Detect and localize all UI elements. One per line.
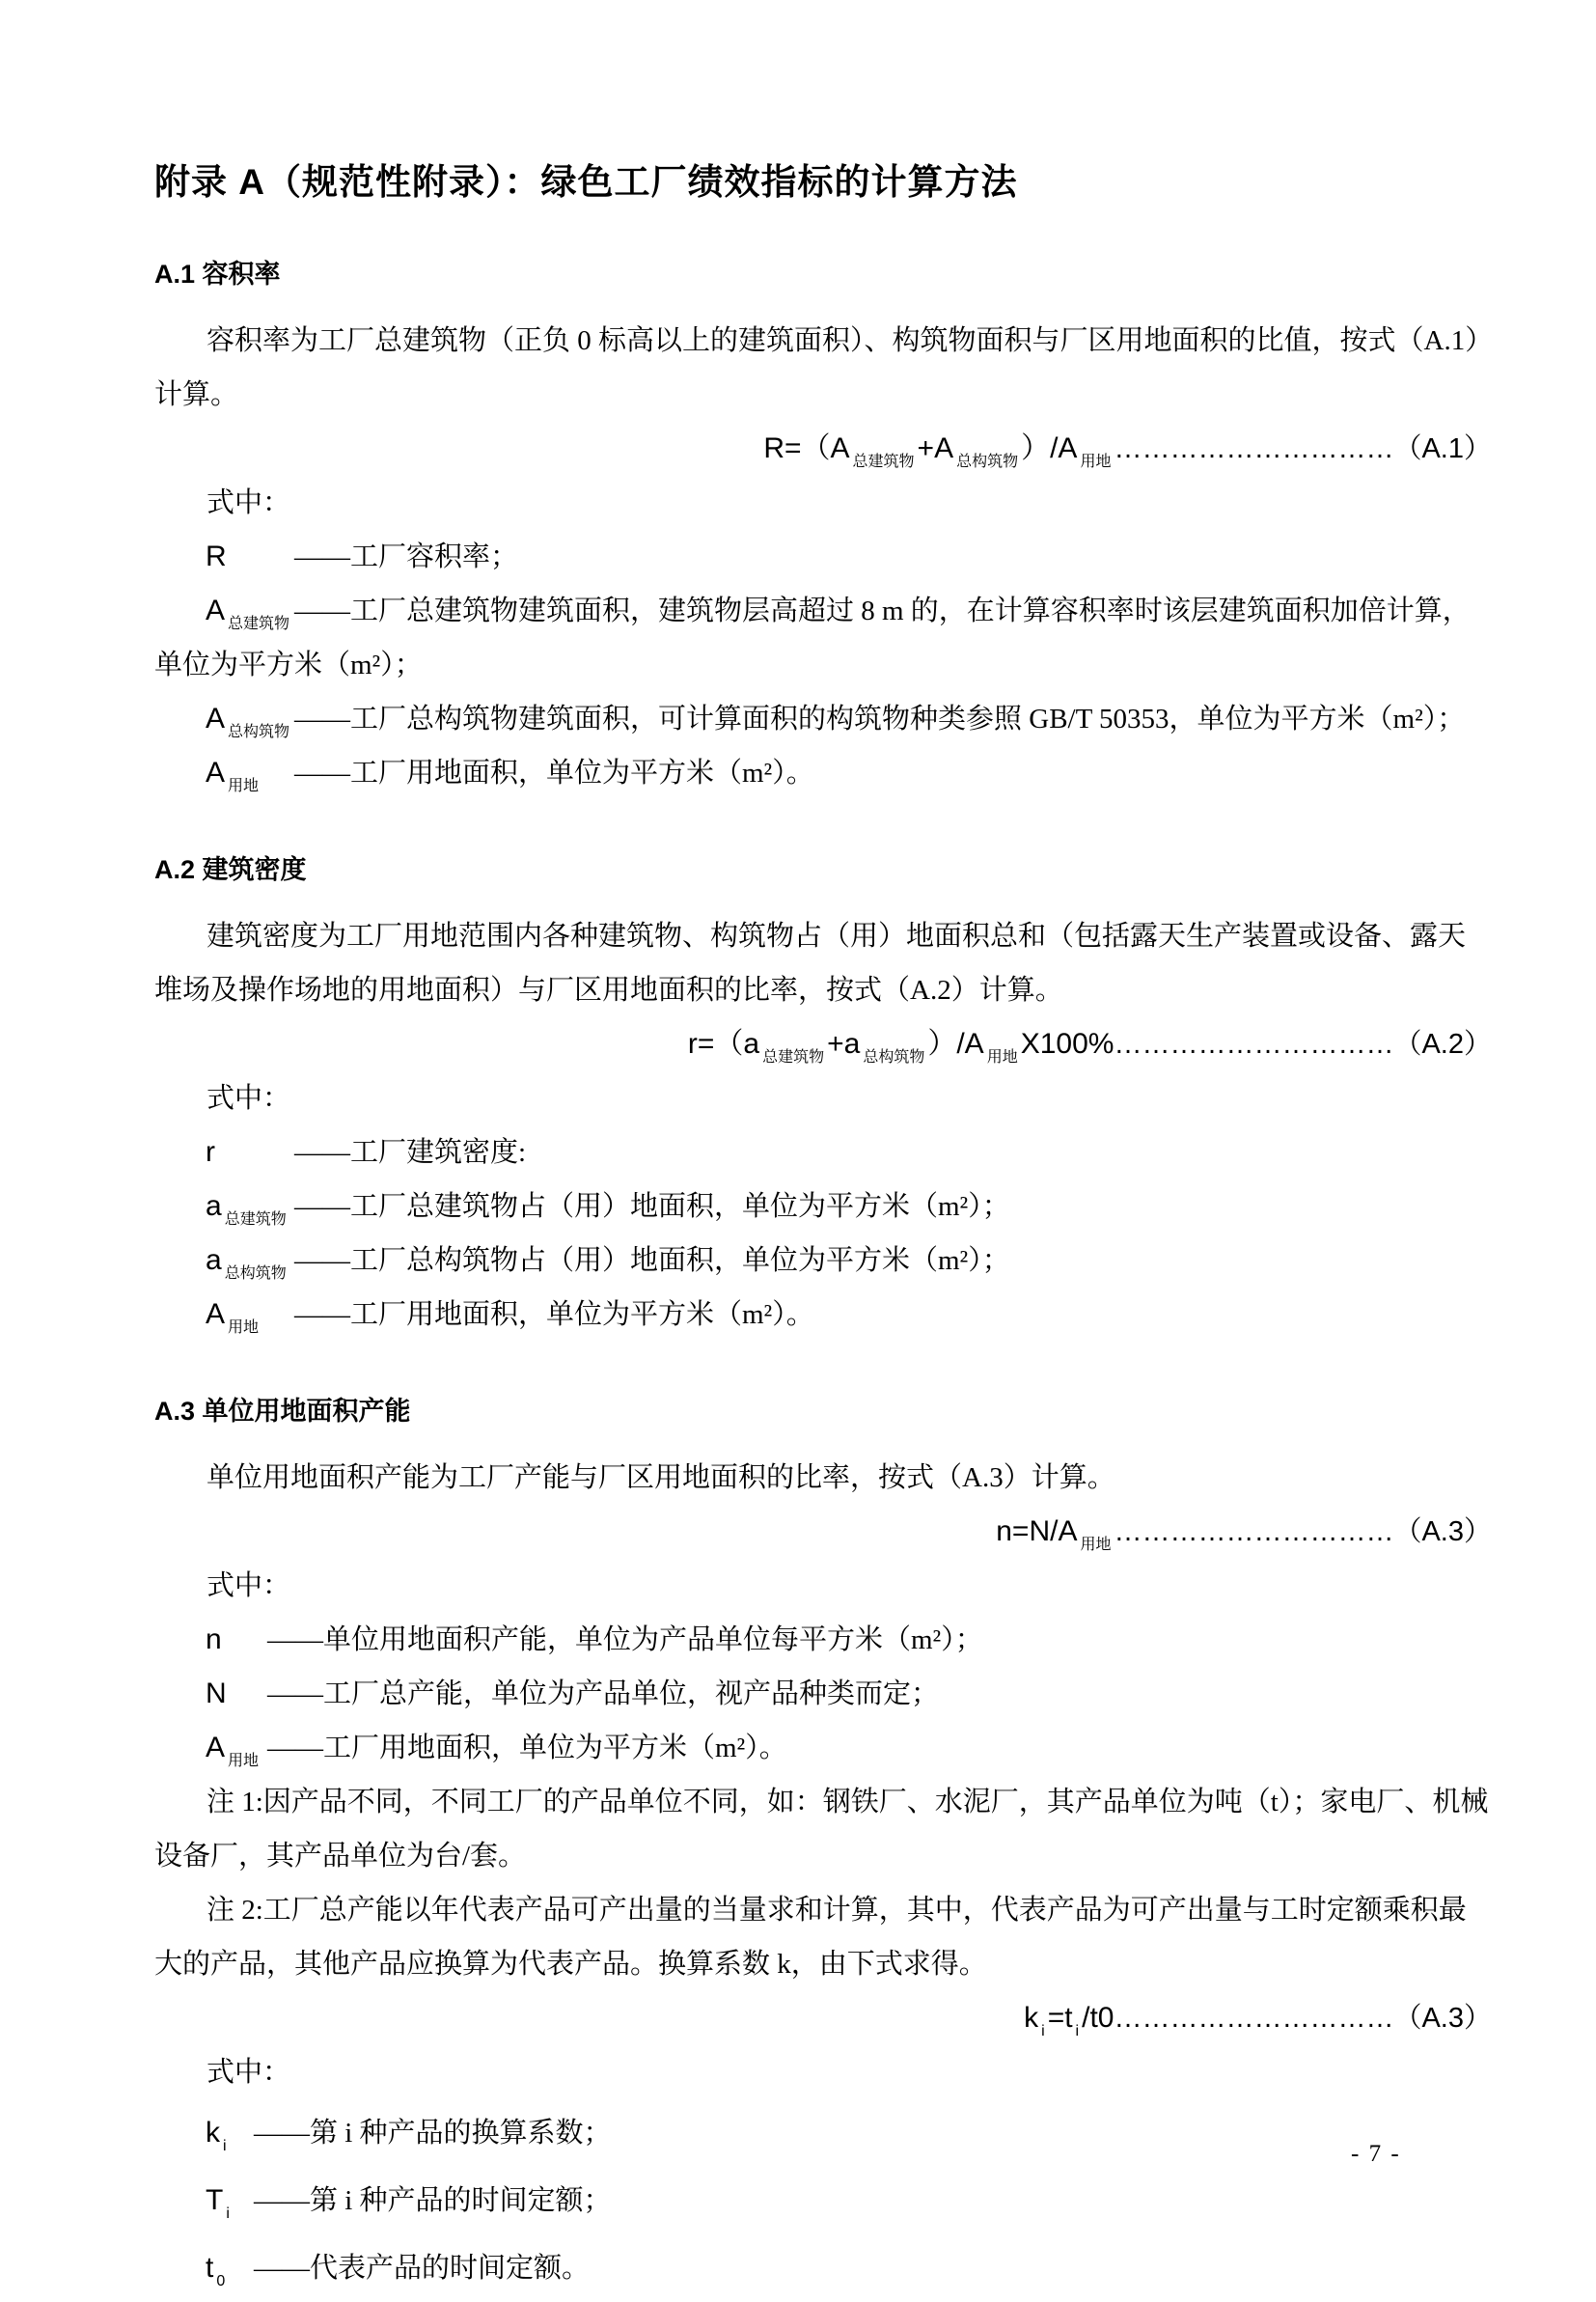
formula-part: k (1024, 2002, 1039, 2034)
definition-dash: —— (294, 596, 350, 626)
formula-ref: （A.1） (1393, 433, 1492, 464)
formula-subscript: 总构筑物 (863, 1049, 925, 1066)
section-a2 (154, 848, 1492, 1342)
definition-text: 工厂用地面积，单位为平方米（m²）。 (350, 1299, 814, 1330)
definition-symbol: N (206, 1678, 227, 1709)
definition-symbol-sub: i (223, 2138, 227, 2154)
definition-symbol-sub: 用地 (228, 778, 260, 794)
definition-dash: —— (294, 758, 350, 789)
definition-text: 工厂总构筑物建筑面积，可计算面积的构筑物种类参照 GB/T 50353，单位为平方米（m²）； (350, 704, 1466, 735)
definition-symbol-sub: i (226, 2205, 230, 2222)
definition-symbol: A (206, 1298, 226, 1330)
definition-row (154, 2234, 1492, 2302)
definition-symbol: t (206, 2252, 214, 2284)
page-number: - 7 - (1351, 2141, 1401, 2167)
definition-symbol: n (206, 1623, 222, 1655)
definition-symbol: k (206, 2117, 220, 2149)
section-a1 (154, 253, 1492, 800)
definition-text: 工厂总产能，单位为产品单位，视产品种类而定； (323, 1678, 940, 1709)
formula-subscript: 用地 (1080, 454, 1112, 470)
definition-list (154, 2099, 1492, 2302)
formula-ref: （A.2） (1393, 1029, 1492, 1060)
definition-text: 工厂容积率； (350, 541, 519, 572)
definition-row (154, 530, 1492, 584)
formula-dots: ………………………… (1114, 433, 1394, 464)
formula-part: ）/A (927, 1028, 984, 1060)
formula-part: +A (917, 432, 954, 464)
definition-dash: —— (294, 1137, 350, 1168)
note-1: 注 1:因产品不同，不同工厂的产品单位不同，如：钢铁厂、水泥厂，其产品单位为吨（t）；家电厂、机械设备厂，其产品单位为台/套。 (154, 1787, 1489, 1872)
formula-part: R=（A (763, 432, 850, 464)
definition-row (154, 692, 1492, 746)
section-name: 容积率 (202, 260, 281, 289)
definition-row (154, 2099, 1492, 2167)
definition-symbol: r (206, 1136, 215, 1168)
definition-row (154, 1234, 1492, 1288)
definition-text: 第 i 种产品的换算系数； (310, 2118, 612, 2149)
definition-row (154, 1288, 1492, 1342)
definition-symbol-sub: 用地 (228, 1753, 260, 1769)
definition-row (154, 584, 1492, 692)
definition-text: 单位用地面积产能，单位为产品单位每平方米（m²）； (323, 1624, 983, 1655)
formula-a2 (154, 1017, 1492, 1071)
formula-part: +a (827, 1028, 861, 1060)
definition-dash: —— (267, 1624, 323, 1655)
definition-row (154, 1613, 1492, 1667)
definition-text: 代表产品的时间定额。 (310, 2253, 591, 2284)
formula-subscript: i (1075, 2023, 1080, 2039)
definition-row (154, 1667, 1492, 1721)
formula-subscript: 总建筑物 (762, 1049, 825, 1066)
definition-symbol-sub: 总构筑物 (224, 1265, 287, 1282)
definition-dash: —— (254, 2185, 310, 2216)
definition-text: 工厂总建筑物建筑面积，建筑物层高超过 8 m 的，在计算容积率时该层建筑面积加倍计算，单位为平方米（m²）； (154, 596, 1471, 680)
definition-row (154, 746, 1492, 800)
definition-symbol: T (206, 2184, 224, 2216)
definition-symbol-sub: 0 (216, 2273, 226, 2289)
definition-dash: —— (294, 1245, 350, 1276)
definition-dash: —— (267, 1733, 323, 1763)
formula-subscript: 总构筑物 (956, 454, 1019, 470)
definition-symbol-sub: 总建筑物 (228, 616, 290, 632)
formula-subscript: 用地 (986, 1049, 1018, 1066)
definition-dash: —— (254, 2253, 310, 2284)
definition-row (154, 1179, 1492, 1234)
section-a2-heading (154, 848, 1492, 886)
section-name: 建筑密度 (202, 855, 307, 884)
where-label: 式中： (206, 2057, 291, 2088)
definition-text: 工厂总构筑物占（用）地面积，单位为平方米（m²）； (350, 1245, 1010, 1276)
where-label: 式中： (206, 487, 291, 518)
definition-dash: —— (294, 1299, 350, 1330)
formula-subscript: 总建筑物 (852, 454, 915, 470)
section-number: A.3 (154, 1397, 196, 1426)
section-a1-heading (154, 253, 1492, 291)
formula-part: n=N/A (996, 1515, 1078, 1547)
definition-symbol: A (206, 703, 226, 735)
definition-symbol-sub: 用地 (228, 1319, 260, 1336)
definition-dash: —— (294, 1191, 350, 1222)
formula-ref: （A.3） (1393, 1516, 1492, 1547)
formula-a3-k (154, 1991, 1492, 2045)
definition-symbol: A (206, 595, 226, 626)
definition-text: 工厂建筑密度: (350, 1137, 527, 1168)
formula-a3-n (154, 1505, 1492, 1559)
formula-dots: ………………………… (1114, 1516, 1394, 1547)
where-label: 式中： (206, 1083, 291, 1114)
definition-symbol-sub: 总建筑物 (224, 1211, 287, 1228)
definition-dash: —— (294, 541, 350, 572)
formula-ref: （A.3） (1393, 2003, 1492, 2034)
section-a2-intro: 建筑密度为工厂用地范围内各种建筑物、构筑物占（用）地面积总和（包括露天生产装置或设备、露天堆场及操作场地的用地面积）与厂区用地面积的比率，按式（A.2）计算。 (154, 921, 1467, 1006)
definition-row (154, 1125, 1492, 1179)
section-a3 (154, 1390, 1492, 2302)
definition-text: 第 i 种产品的时间定额； (310, 2185, 612, 2216)
section-number: A.2 (154, 855, 196, 884)
definition-text: 工厂用地面积，单位为平方米（m²）。 (323, 1733, 787, 1763)
definition-text: 工厂用地面积，单位为平方米（m²）。 (350, 758, 814, 789)
formula-part: X100% (1020, 1028, 1114, 1060)
section-name: 单位用地面积产能 (202, 1397, 411, 1426)
definition-dash: —— (254, 2118, 310, 2149)
note-2: 注 2:工厂总产能以年代表产品可产出量的当量求和计算，其中，代表产品为可产出量与工时定额乘积最大的产品，其他产品应换算为代表产品。换算系数 k，由下式求得。 (154, 1895, 1467, 1980)
formula-subscript: i (1041, 2023, 1045, 2039)
section-number: A.1 (154, 260, 196, 289)
formula-part: r=（a (687, 1028, 760, 1060)
definition-row (154, 1721, 1492, 1775)
definition-symbol: A (206, 1732, 226, 1763)
where-label: 式中： (206, 1570, 291, 1601)
formula-dots: ………………………… (1114, 1029, 1394, 1060)
formula-subscript: 用地 (1080, 1537, 1112, 1553)
formula-part: ）/A (1021, 432, 1078, 464)
section-a3-heading (154, 1390, 1492, 1428)
definition-text: 工厂总建筑物占（用）地面积，单位为平方米（m²）； (350, 1191, 1010, 1222)
definition-symbol-sub: 总构筑物 (228, 724, 290, 740)
definition-symbol: a (206, 1190, 222, 1222)
page-title: 附录 A（规范性附录）：绿色工厂绩效指标的计算方法 (154, 162, 1018, 202)
section-a1-intro: 容积率为工厂总建筑物（正负 0 标高以上的建筑面积）、构筑物面积与厂区用地面积的比值，按式（A.1）计算。 (154, 325, 1479, 410)
definition-dash: —— (294, 704, 350, 735)
formula-part: =t (1047, 2002, 1073, 2034)
formula-part: /t0 (1082, 2002, 1114, 2034)
definition-symbol: a (206, 1244, 222, 1276)
definition-dash: —— (267, 1678, 323, 1709)
definition-row (154, 2167, 1492, 2234)
section-a3-intro: 单位用地面积产能为工厂产能与厂区用地面积的比率，按式（A.3）计算。 (206, 1462, 1115, 1493)
definition-symbol: R (206, 541, 227, 572)
definition-symbol: A (206, 757, 226, 789)
formula-a1 (154, 422, 1492, 476)
formula-dots: ………………………… (1114, 2003, 1394, 2034)
